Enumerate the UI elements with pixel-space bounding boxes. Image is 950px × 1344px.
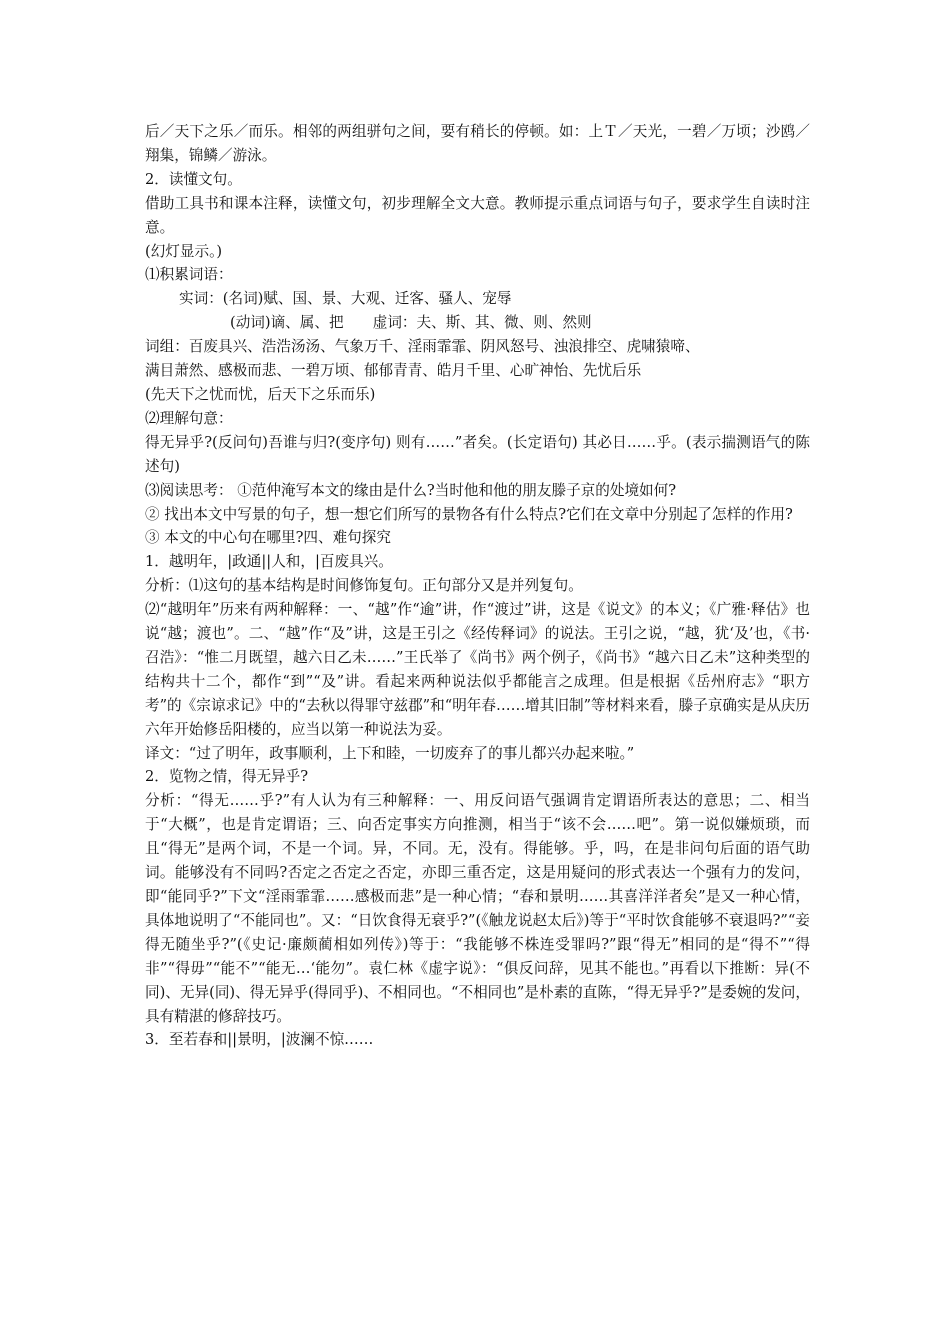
paragraph: 满目萧然、感极而悲、一碧万顷、郁郁青青、皓月千里、心旷神怡、先忧后乐 — [145, 362, 642, 380]
paragraph: 得无异乎?(反问句)吾谁与归?(变序句) 则有……”者矣。(长定语句) 其必日……乎。(表示揣测语气的陈述句) — [145, 433, 810, 475]
paragraph: ⑵理解句意： — [145, 409, 233, 427]
paragraph: 分析：⑴这句的基本结构是时间修饰复句。正句部分又是并列复句。 — [145, 577, 583, 595]
paragraph: 词组：百废具兴、浩浩汤汤、气象万千、淫雨霏霏、阴风怒号、浊浪排空、虎啸猿啼、 — [145, 338, 700, 356]
paragraph: 分析：“得无……乎?”有人认为有三种解释：一、用反问语气强调肯定谓语所表达的意思；二、相当于“大概”，也是肯定谓语；三、向否定事实方向推测，相当于“该不会……吧”。第一说似嫌烦琐，而且“得无”是两个词，不是一个词。异，不同。无，没有。得能够。乎，吗，在是非问句后面的语气助词。能够没有不同吗?否定之否定之否定，亦即三重否定，这是用疑问的形式表达一个强有力的发问，即“能同乎?”下文“淫雨霏霏……感极而悲”是一种心情；“春和景明……其喜洋洋者矣”是又一种心情，具体地说明了“不能同也”。又：“日饮食得无衰乎?”(《触龙说赵太后》)等于“平时饮食能够不衰退吗?”“妾得无随坐乎?”(《史记·廉颇蔺相如列传》)等于：“我能够不株连受罪吗?”跟“得无”相同的是“得不”“得非”“得毋”“能不”“能无…‘能勿”。袁仁林《虚字说》：“俱反问辞，见其不能也。”再看以下推断：异(不同)、无异(同)、得无异乎(得同乎)、不相同也。“不相同也”是朴素的直陈，“得无异乎?”是委婉的发问，具有精湛的修辞技巧。 — [145, 792, 810, 1025]
paragraph: 借助工具书和课本注释，读懂文句，初步理解全文大意。教师提示重点词语与句子，要求学生自读时注意。 — [145, 194, 810, 236]
paragraph: 2．览物之情，得无异乎? — [145, 768, 309, 786]
paragraph: (幻灯显示。) — [145, 242, 223, 260]
paragraph: 1．越明年，|政通||人和，|百废具兴。 — [145, 553, 393, 571]
paragraph: 实词：(名词)赋、国、景、大观、迁客、骚人、宠辱 — [179, 290, 512, 308]
paragraph: 译文：“过了明年，政事顺利，上下和睦，一切废弃了的事儿都兴办起来啦。” — [145, 744, 635, 762]
paragraph: 后／天下之乐／而乐。相邻的两组骈句之间，要有稍长的停顿。如：上Ｔ／天光，一碧／万顷；沙鸥／翔集，锦鳞／游泳。 — [145, 123, 810, 164]
paragraph: (先天下之忧而忧，后天下之乐而乐) — [145, 385, 376, 403]
paragraph: ② 找出本文中写景的句子，想一想它们所写的景物各有什么特点?它们在文章中分别起了怎样的作用? — [145, 505, 793, 523]
paragraph: ③ 本文的中心句在哪里?四、难句探究 — [145, 529, 391, 547]
paragraph: 2．读懂文句。 — [145, 170, 242, 188]
paragraph: ⑴积累词语： — [145, 266, 233, 284]
paragraph: 3．至若春和||景明，|波澜不惊…… — [145, 1031, 374, 1049]
paragraph: ⑵“越明年”历来有两种解释：一、“越”作“逾”讲，作“渡过”讲，这是《说文》的本义；《广雅·释估》也说“越；渡也”。二、“越”作“及”讲，这是王引之《经传释词》的说法。王引之说，“越，犹‘及’也，《书·召浩》：“惟二月既望，越六日乙未……”王氏举了《尚书》两个例子，《尚书》“越六日乙未”这种类型的结构共十二个，都作“到”“及”讲。看起来两种说法似乎都能言之成理。但是根据《岳州府志》“职方考”的《宗谅求记》中的“去秋以得罪守兹郡”和“明年春……增其旧制”等材料来看，滕子京确实是从庆历六年开始修岳阳楼的，应当以第一种说法为妥。 — [145, 601, 810, 738]
document-body — [145, 120, 810, 1052]
paragraph: (动词)谪、属、把 虚词：夫、斯、其、微、则、然则 — [230, 314, 592, 332]
paragraph: ⑶阅读思考： ①范仲淹写本文的缘由是什么?当时他和他的朋友滕子京的处境如何? — [145, 481, 677, 499]
